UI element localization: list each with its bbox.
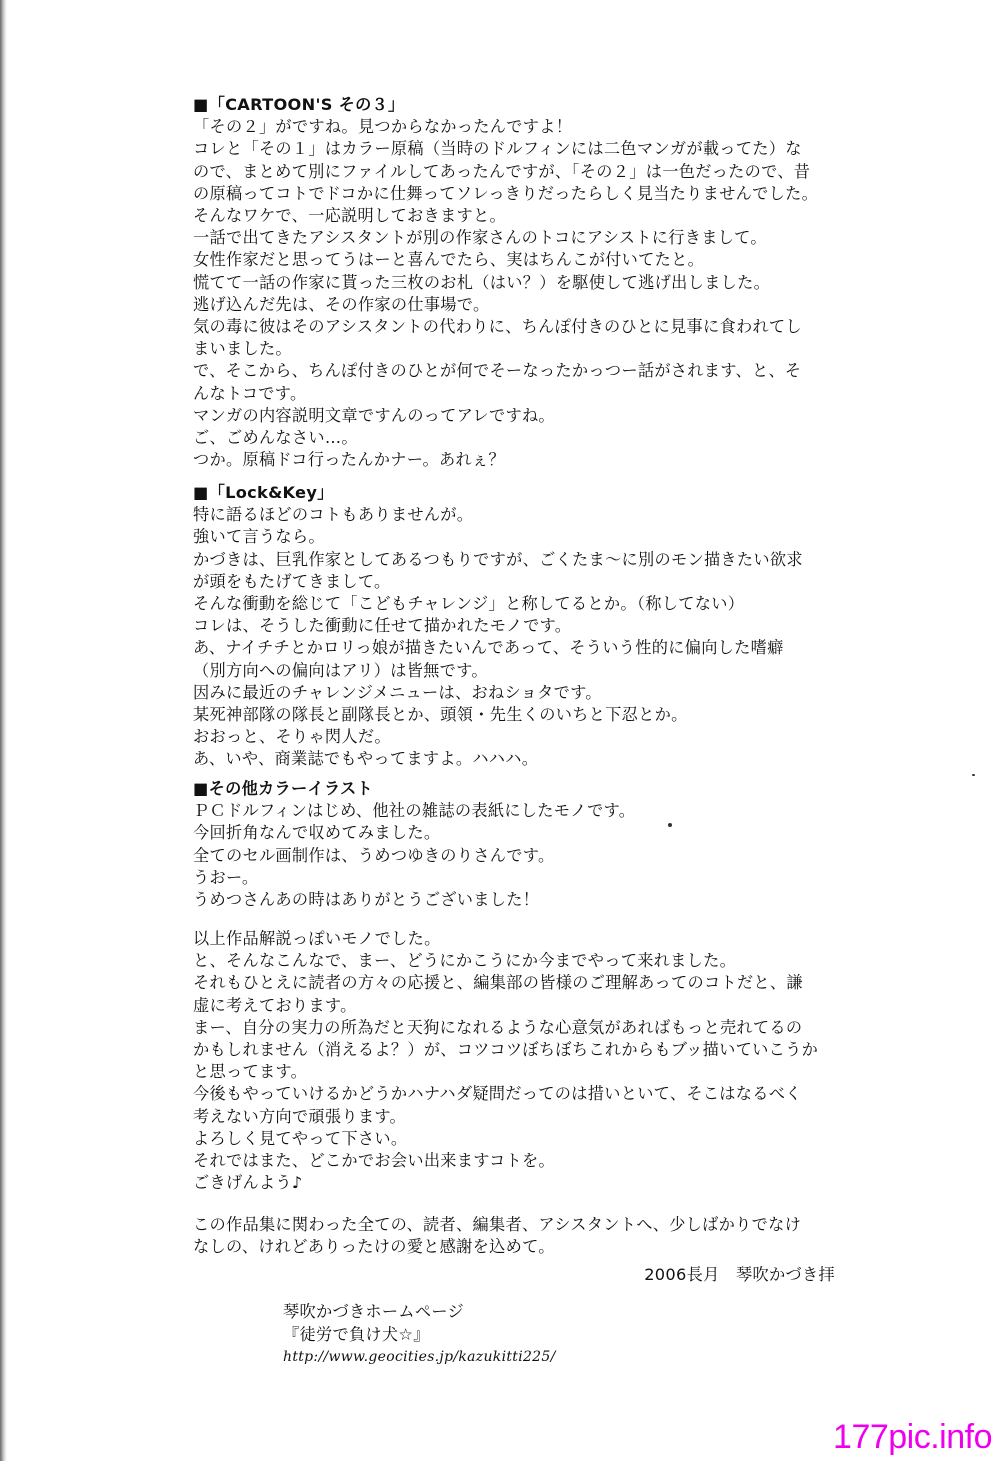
text-line: 今回折角なんで収めてみました。: [193, 823, 441, 843]
text-line: マンガの内容説明文章ですんのってアレですね。: [193, 405, 555, 425]
text-line: ＰＣドルフィンはじめ、他社の雑誌の表紙にしたモノです。: [193, 801, 636, 821]
section-lock-and-key: [193, 482, 853, 771]
text-line: ので、まとめて別にファイルしてあったんですが、「その２」は一色だったので、昔: [193, 161, 811, 181]
text-line: それもひとえに読者の方々の応援と、編集部の皆様のご理解あってのコトだと、謙: [193, 973, 803, 993]
text-line: コレと「その１」はカラー原稿（当時のドルフィンには二色マンガが載ってた）な: [193, 139, 802, 159]
text-line: が頭をもたげてきまして。: [193, 571, 391, 591]
section-other-color-illustrations: [193, 778, 853, 911]
text-line: おおっと、そりゃ閃人だ。: [193, 727, 391, 747]
text-line: あ、ナイチチとかロリっ娘が描きたいんであって、そういう性的に偏向した嗜癖: [193, 638, 784, 658]
closing-remarks: [193, 928, 853, 1194]
homepage-label: 琴吹かづきホームページ: [283, 1302, 465, 1321]
signoff: 2006長月 琴吹かづき拝: [644, 1265, 835, 1285]
text-line: 今後もやっていけるかどうかハナハダ疑問だってのは措いといて、そこはなるべく: [193, 1084, 802, 1104]
text-line: うおー。: [193, 867, 259, 887]
text-line: 虚に考えております。: [193, 995, 357, 1015]
text-line: よろしく見てやって下さい。: [193, 1128, 408, 1148]
text-line: と、そんなこんなで、まー、どうにかこうにか今までやって来れました。: [193, 951, 737, 971]
text-line: んなトコです。: [193, 383, 307, 403]
text-line: この作品集に関わった全ての、読者、編集者、アシスタントへ、少しばかりでなけ: [193, 1215, 802, 1234]
text-line: 「その２」がですね。見つからなかったんですよ！: [193, 117, 573, 137]
text-line: なしの、けれどありったけの愛と感謝を込めて。: [193, 1237, 555, 1257]
text-line: あ、いや、商業誌でもやってますよ。ハハハ。: [193, 749, 539, 769]
dedication: [193, 1214, 853, 1287]
text-line: の原稿ってコトでドコかに仕舞ってソレっきりだったらしく見当たりませんでした。: [193, 183, 819, 203]
text-line: 気の毒に彼はそのアシスタントの代わりに、ちんぽ付きのひとに見事に食われてし: [193, 317, 802, 337]
section-heading: ■「Lock&Key」: [193, 483, 334, 502]
text-line: 某死神部隊の隊長と副隊長とか、頭領・先生くのいちと下忍とか。: [193, 705, 688, 725]
text-line: かもしれません（消えるよ？）が、コツコツぼちぼちこれからもブッ描いていこうか: [193, 1040, 819, 1060]
text-line: 全てのセル画制作は、うめつゆきのりさんです。: [193, 845, 555, 865]
ink-speck: [972, 774, 975, 776]
section-heading: ■「CARTOON'S その３」: [193, 95, 405, 114]
text-line: 以上作品解説っぽいモノでした。: [193, 929, 441, 948]
ink-speck: [668, 823, 672, 827]
homepage-credits: [283, 1300, 703, 1369]
text-line: ごきげんよう♪: [193, 1173, 303, 1193]
text-line: まー、自分の実力の所為だと天狗になれるような心意気があればもっと売れてるの: [193, 1017, 803, 1037]
text-line: 逃げ込んだ先は、その作家の仕事場で。: [193, 294, 490, 314]
text-line: で、そこから、ちんぽ付きのひとが何でそーなったかっつー話がされます、と、そ: [193, 361, 802, 381]
text-line: 女性作家だと思ってうはーと喜んでたら、実はちんこが付いてたと。: [193, 250, 705, 270]
text-line: 考えない方向で頑張ります。: [193, 1106, 407, 1126]
text-line: つか。原稿ドコ行ったんかナー。あれぇ？: [193, 450, 505, 470]
text-line: そんな衝動を総じて「こどもチャレンジ」と称してるとか。（称してない）: [193, 594, 745, 614]
text-line: それではまた、どこかでお会い出来ますコトを。: [193, 1151, 555, 1171]
text-line: （別方向への偏向はアリ）は皆無です。: [193, 660, 488, 680]
text-line: と思ってます。: [193, 1062, 308, 1082]
text-line: かづきは、巨乳作家としてあるつもりですが、ごくたま～に別のモン描きたい欲求: [193, 549, 803, 569]
text-line: 特に語るほどのコトもありませんが。: [193, 505, 474, 525]
watermark: 177pic.info: [833, 1418, 992, 1456]
site-name: 『徒労で負け犬☆』: [283, 1325, 430, 1344]
text-line: うめつさんあの時はありがとうございました！: [193, 890, 540, 910]
text-line: まいました。: [193, 339, 292, 359]
homepage-url: http://www.geocities.jp/kazukitti225/: [283, 1349, 556, 1365]
text-line: 強いて言うなら。: [193, 527, 325, 547]
text-line: 慌てて一話の作家に貰った三枚のお札（はい？）を駆使して逃げ出しました。: [193, 272, 771, 292]
text-line: ご、ごめんなさい…。: [193, 428, 358, 448]
text-line: 因みに最近のチャレンジメニューは、おねショタです。: [193, 682, 602, 702]
section-heading: ■その他カラーイラスト: [193, 779, 373, 798]
page-edge-shadow: [0, 0, 7, 1461]
text-line: そんなワケで、一応説明しておきますと。: [193, 206, 506, 226]
text-line: 一話で出てきたアシスタントが別の作家さんのトコにアシストに行きまして。: [193, 228, 767, 248]
text-line: コレは、そうした衝動に任せて描かれたモノです。: [193, 616, 572, 636]
section-cartoons-3: [193, 94, 853, 471]
